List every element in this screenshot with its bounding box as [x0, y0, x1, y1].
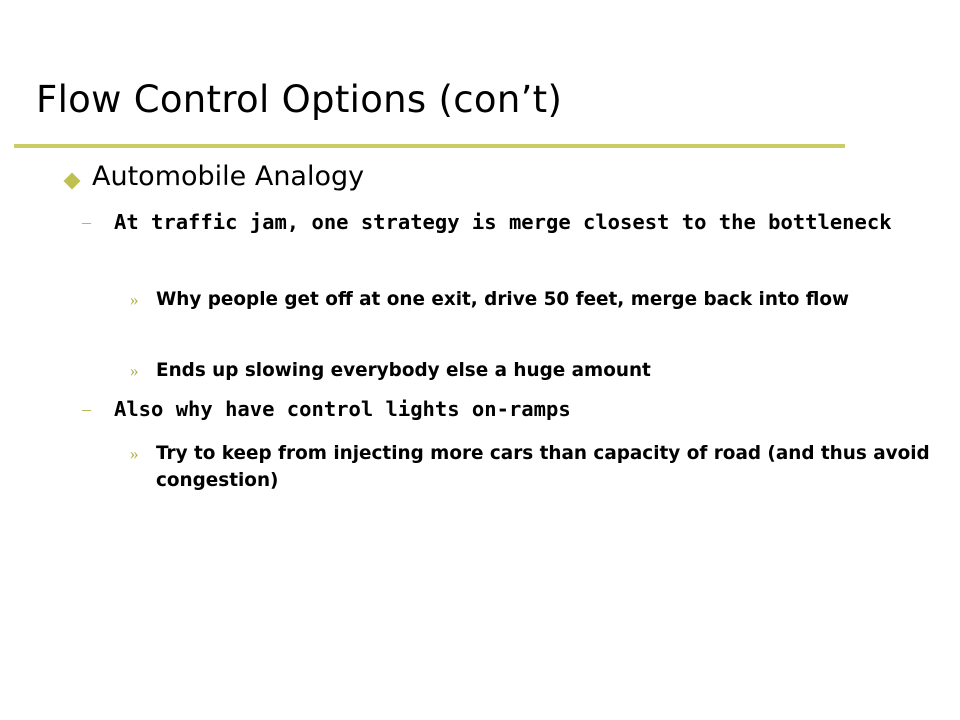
- sub-bullet-traffic-jam: [82, 207, 922, 237]
- sub-sub-bullet-text: Try to keep from injecting more cars than capacity of road (and thus avoid congestion): [156, 443, 930, 491]
- dash-bullet-icon: –: [82, 399, 91, 419]
- sub-sub-bullet-text: Why people get off at one exit, drive 50 feet, merge back into flow: [156, 289, 850, 310]
- bullet-text: Automobile Analogy: [92, 161, 365, 192]
- sub-sub-bullet-slowing: [130, 357, 940, 384]
- title-underline: [14, 144, 845, 148]
- chevron-bullet-icon: »: [130, 290, 139, 309]
- chevron-bullet-icon: »: [130, 444, 139, 463]
- slide-title: Flow Control Options (con’t): [36, 78, 563, 121]
- bullet-automobile-analogy: [66, 161, 364, 192]
- sub-bullet-text: At traffic jam, one strategy is merge closest to the bottleneck: [114, 210, 892, 234]
- sub-sub-bullet-exit: [130, 286, 940, 313]
- diamond-bullet-icon: [64, 173, 81, 190]
- sub-sub-bullet-injecting: [130, 440, 940, 494]
- sub-bullet-text: Also why have control lights on-ramps: [114, 397, 571, 421]
- dash-bullet-icon: –: [82, 212, 91, 232]
- sub-sub-bullet-text: Ends up slowing everybody else a huge amount: [156, 360, 651, 381]
- sub-bullet-control-lights: [82, 394, 922, 424]
- chevron-bullet-icon: »: [130, 361, 139, 380]
